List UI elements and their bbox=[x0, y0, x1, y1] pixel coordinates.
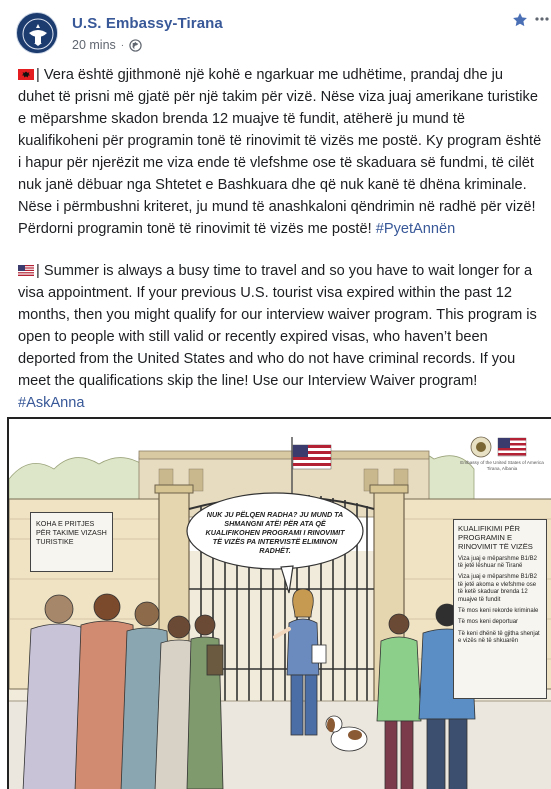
hashtag-pyetannen-link[interactable]: #PyetAnnën bbox=[375, 221, 456, 237]
page-avatar[interactable] bbox=[16, 12, 58, 54]
qualification-item: Të mos keni rekorde kriminale bbox=[458, 608, 539, 615]
star-icon[interactable] bbox=[512, 12, 528, 28]
qualification-item: Viza juaj e mëparshme B1/B2 të jetë lëshuar në Tiranë bbox=[458, 555, 537, 570]
albania-flag-icon bbox=[18, 69, 34, 80]
qualification-sign-title: KUALIFIKIMI PËR PROGRAMIN E RINOVIMIT TË VIZËS bbox=[458, 524, 533, 552]
hashtag-askanna-link[interactable]: #AskAnna bbox=[18, 395, 85, 411]
post-meta bbox=[72, 38, 142, 52]
usa-flag-icon bbox=[18, 265, 34, 276]
comic-qualification-sign bbox=[453, 519, 547, 699]
meta-separator: · bbox=[120, 39, 125, 51]
english-body: | Summer is always a busy time to travel and so you have to wait longer for a visa appointment. If your previous U.S. tourist visa expired within the past 12 months, then you might qualify for our interview waiver program. This program is open to people with still valid or recently expired visas, who haven’t been deported from the United States and who do not have criminal records. If you meet the qualifications skip the line! Use our Interview Waiver program! bbox=[18, 263, 537, 389]
comic-embassy-caption: Embassy of the United States of America Tirana, Albania bbox=[460, 460, 544, 471]
post-header bbox=[0, 0, 551, 62]
comic-speech-bubble: NUK JU PËLQEN RADHA? JU MUND TA SHMANGNI ATË! PËR ATA QË KUALIFIKOHEN PROGRAMI I RINOVIMIT TË VIZËS PA INTERVISTË ELIMINON RADHËT. bbox=[205, 510, 345, 555]
embassy-seal-icon bbox=[17, 13, 58, 54]
comic-us-flag bbox=[293, 445, 331, 469]
comic-embassy-seal bbox=[471, 437, 491, 457]
post-text-english bbox=[18, 260, 543, 414]
post-text-albanian bbox=[18, 64, 543, 240]
qualification-item: Viza juaj e mëparshme B1/B2 të jetë akoma e vlefshme ose të ketë skaduar brenda 12 muajve të fundit bbox=[458, 574, 537, 603]
qualification-item: Të keni dhënë të gjitha shenjat e vizës në të shkuarën bbox=[458, 630, 540, 645]
more-options-icon[interactable] bbox=[535, 14, 549, 28]
comic-embassy-flag bbox=[498, 438, 526, 456]
qualification-item: Të mos keni deportuar bbox=[458, 619, 519, 626]
page-name-link[interactable]: U.S. Embassy-Tirana bbox=[72, 15, 223, 32]
post-timestamp[interactable]: 20 mins bbox=[72, 38, 116, 52]
albanian-body: | Vera është gjithmonë një kohë e ngarkuar me udhëtime, prandaj dhe ju duhet të prisni më gjatë për një takim për vizë. Nëse viza juaj amerikane turistike e mëparshme skadon brenda 12 muajve të fundit, atëherë ju mund të kualifikoheni për programin tonë të rinovimit të vizës me postë. Ky program është i hapur për njerëzit me viza ende të vlefshme ose të skaduara së fundmi, të cilët nuk janë dëbuar nga Shtetet e Bashkuara dhe që nuk kanë të dhëna kriminale. Nëse i përmbushni kriteret, ju mund të anashkaloni qëndrimin në radhë për vizë! Përdorni programin tonë të rinovimit të vizës me postë! bbox=[18, 67, 542, 237]
post-image-comic[interactable] bbox=[7, 417, 551, 789]
globe-icon[interactable] bbox=[129, 39, 142, 52]
comic-wait-time-sign: KOHA E PRITJES PËR TAKIME VIZASH TURISTIKE bbox=[30, 512, 113, 572]
